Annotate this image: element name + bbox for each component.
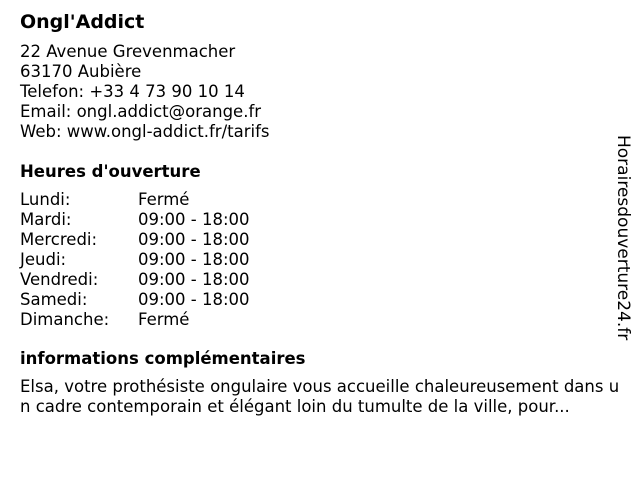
opening-hours-heading: Heures d'ouverture — [20, 162, 201, 181]
hours-time: Fermé — [138, 310, 190, 329]
additional-info-heading: informations complémentaires — [20, 349, 306, 368]
hours-row-wednesday — [20, 230, 620, 250]
hours-time: 09:00 - 18:00 — [138, 270, 250, 289]
hours-day: Mardi: — [20, 210, 72, 229]
business-card — [20, 10, 620, 417]
business-name: Ongl'Addict — [20, 11, 145, 33]
phone-number: Telefon: +33 4 73 90 10 14 — [20, 82, 245, 101]
hours-row-sunday — [20, 310, 620, 330]
hours-time: 09:00 - 18:00 — [138, 250, 250, 269]
hours-row-tuesday — [20, 210, 620, 230]
hours-day: Mercredi: — [20, 230, 98, 249]
hours-time: 09:00 - 18:00 — [138, 210, 250, 229]
hours-row-thursday — [20, 250, 620, 270]
hours-day: Dimanche: — [20, 310, 110, 329]
postal-city: 63170 Aubière — [20, 62, 142, 81]
website: Web: www.ongl-addict.fr/tarifs — [20, 122, 270, 141]
email-address: Email: ongl.addict@orange.fr — [20, 102, 262, 121]
address-block — [20, 42, 620, 142]
street-address: 22 Avenue Grevenmacher — [20, 42, 236, 61]
hours-time: 09:00 - 18:00 — [138, 290, 250, 309]
hours-row-friday — [20, 270, 620, 290]
hours-time: 09:00 - 18:00 — [138, 230, 250, 249]
hours-day: Jeudi: — [20, 250, 67, 269]
hours-day: Lundi: — [20, 190, 71, 209]
hours-day: Vendredi: — [20, 270, 99, 289]
hours-day: Samedi: — [20, 290, 88, 309]
site-watermark: Horairesdouverture24.fr — [613, 135, 633, 341]
opening-hours-list — [20, 190, 620, 330]
hours-row-monday — [20, 190, 620, 210]
hours-time: Fermé — [138, 190, 190, 209]
hours-row-saturday — [20, 290, 620, 310]
additional-info-text: Elsa, votre prothésiste ongulaire vous accueille chaleureusement dans un cadre contemporain et élégant loin du tumulte de la ville, pour... — [20, 377, 620, 416]
